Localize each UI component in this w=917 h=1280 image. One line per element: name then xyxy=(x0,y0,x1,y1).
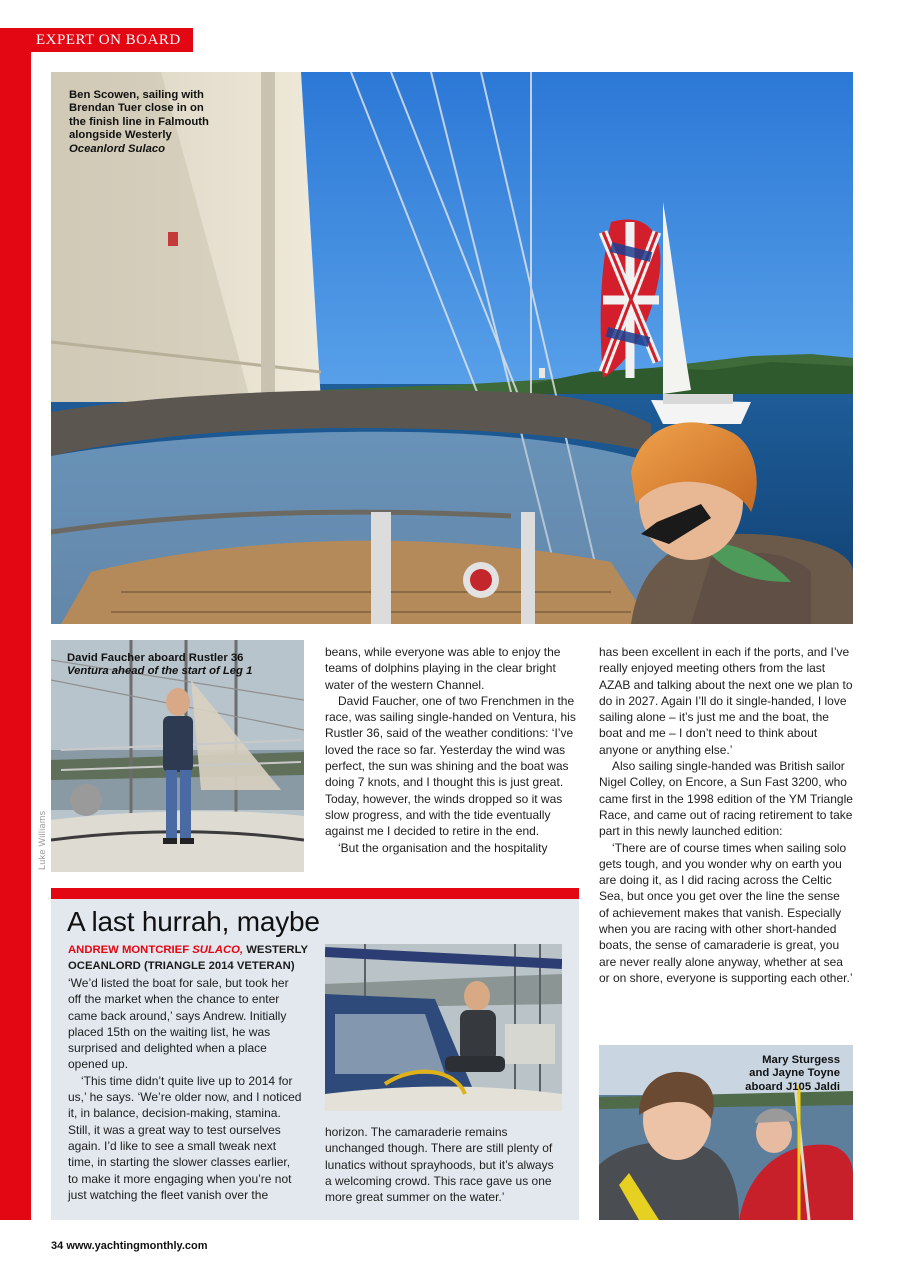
main-photo-caption xyxy=(69,89,239,156)
paragraph: ‘But the organisation and the hospitality xyxy=(338,840,548,855)
sidebar-byline xyxy=(68,942,318,974)
paragraph: ‘We’d listed the boat for sale, but took her off the market when the chance to enter came back around,’ says Andrew. Initially placed 15th on the waiting list, he was surprised and delighted when a place opened up. xyxy=(68,976,289,1072)
paragraph: ‘There are of course times when sailing solo gets tough, and you wonder why on earth you are doing it, as I did racing across the Celtic Sea, but once you get over the line the sense of achievement makes that vanish. Especially when you are racing with other short-handed boats, the sense of camaraderie is great, you are never really alone anyway, whether at sea or on shore, everyone is supporting each other.’ xyxy=(599,840,853,985)
website-url: www.yachtingmonthly.com xyxy=(66,1240,208,1252)
byline-name: ANDREW MONTCRIEF xyxy=(68,944,190,956)
caption-line: Ventura ahead of the start of Leg 1 xyxy=(67,665,253,678)
caption-line: Brendan Tuer close in on xyxy=(69,102,204,115)
article-column-right xyxy=(599,644,853,986)
sidebar-column-left xyxy=(68,975,302,1203)
faucher-photo-caption xyxy=(67,652,297,679)
page-number: 34 xyxy=(51,1240,64,1252)
left-accent-bar xyxy=(0,30,31,1220)
paragraph: beans, while everyone was able to enjoy the teams of dolphins playing in the clear bright water of the western Channel. xyxy=(325,645,561,692)
byline-detail: WESTERLY OCEANLORD (TRIANGLE 2014 VETERAN) xyxy=(68,944,308,972)
sidebar-box-accent xyxy=(51,888,579,899)
caption-line: Ben Scowen, sailing with xyxy=(69,89,204,101)
paragraph: ‘This time didn’t quite live up to 2014 for us,’ he says. ‘We’re older now, and I noticed it, in balance, decision-making, stamina. Still, it was a great way to test ourselves again. I’d like to see a small tweak next time, in starting the slower classes earlier, to make it more engaging when you’re not just watching the fleet vanish over the xyxy=(68,1073,302,1202)
caption-line: the finish line in Falmouth xyxy=(69,115,209,128)
montcrief-photo xyxy=(325,944,562,1111)
sturgess-photo-caption xyxy=(700,1054,840,1094)
photo-credit: Luke Williams xyxy=(37,810,47,870)
page-footer xyxy=(51,1240,208,1252)
paragraph: David Faucher, one of two Frenchmen in the race, was sailing single-handed on Ventura, his Rustler 36, said of the weather conditions: ‘I’ve loved the race so far. Yesterday the wind was perfect, the sun was shining and the boat was doing 7 knots, and I thought this is just great. Today, however, the winds dropped so it was slow progress, and with the tide eventually against me I decided to retire in the end. xyxy=(325,693,576,839)
caption-line: Oceanlord Sulaco xyxy=(69,142,166,155)
byline-boat: SULACO, xyxy=(192,944,244,956)
caption-line: Mary Sturgess xyxy=(762,1054,840,1066)
sidebar-title: A last hurrah, maybe xyxy=(67,906,320,937)
section-tag: EXPERT ON BOARD xyxy=(0,28,193,52)
paragraph: horizon. The camaraderie remains unchanged though. There are still plenty of lunatics without sprayhoods, but it’s always a welcoming crowd. This race gave us one more great summer on the water.’ xyxy=(325,1125,554,1205)
caption-line: alongside Westerly xyxy=(69,129,172,142)
caption-line: aboard J105 Jaldi xyxy=(745,1080,840,1093)
article-column-middle xyxy=(325,644,580,856)
caption-line: and Jayne Toyne xyxy=(749,1067,840,1080)
sidebar-column-right xyxy=(325,1124,562,1205)
paragraph: has been excellent in each if the ports, and I’ve really enjoyed meeting others from the last AZAB and talking about the next one we plan to do in 2027. Again I’ll do it single-handed, I love sailing alone – it’s just me and the boat, the boat and me – I don’t need to think about anyone or anything else.’ xyxy=(599,645,853,757)
caption-line: David Faucher aboard Rustler 36 xyxy=(67,652,244,664)
paragraph: Also sailing single-handed was British sailor Nigel Colley, on Encore, a Sun Fast 3200, who came first in the 1998 edition of the YM Triangle Race, and came out of racing retirement to take part in this newly launched edition: xyxy=(599,759,853,839)
